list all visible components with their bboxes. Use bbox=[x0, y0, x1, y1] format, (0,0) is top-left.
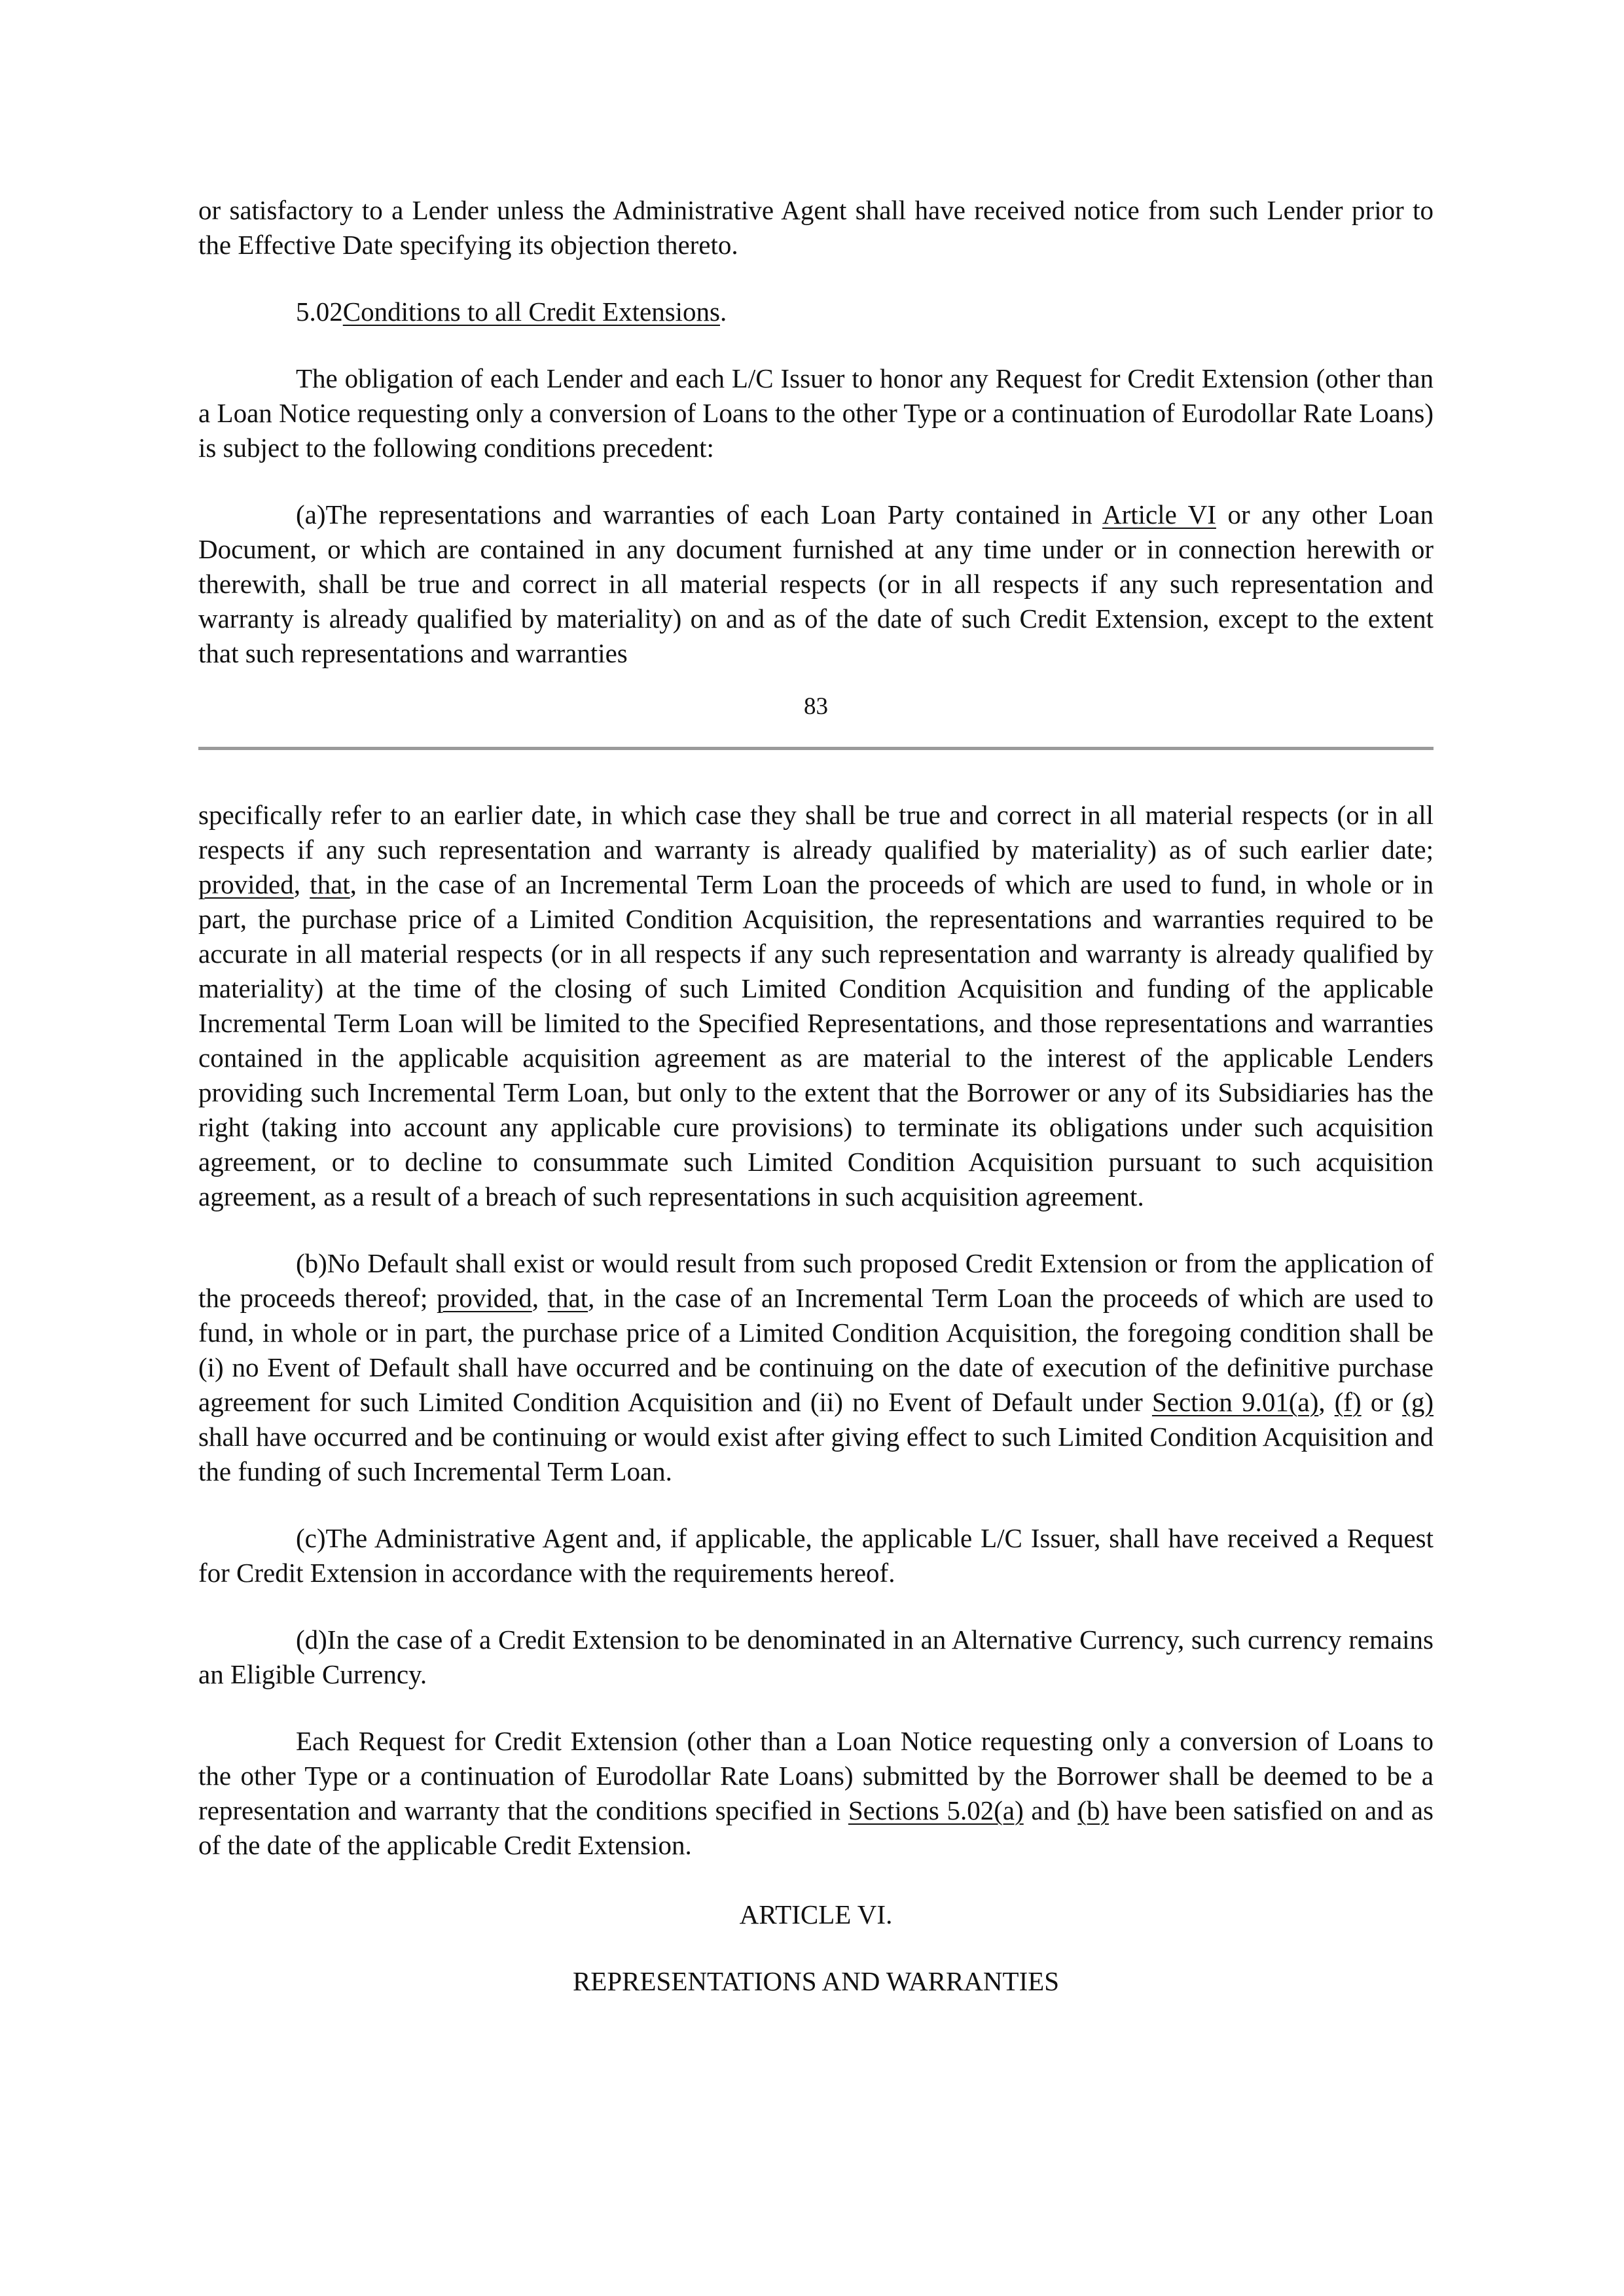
comma: , bbox=[532, 1283, 548, 1313]
clause-b-link: (b) bbox=[1077, 1795, 1110, 1825]
paragraph-b-text-3: shall have occurred and be continuing or would exist after giving effect to such Limited Condition Acquisition and the funding of such Incremental Term Loan. bbox=[198, 1422, 1434, 1486]
comma: , bbox=[1318, 1387, 1335, 1417]
clause-g-link: (g) bbox=[1402, 1387, 1434, 1417]
paragraph-c: (c)The Administrative Agent and, if applicable, the applicable L/C Issuer, shall have received a Request for Credit Extension in accordance with the requirements hereof. bbox=[198, 1523, 1434, 1588]
section-number: 5.02 bbox=[296, 296, 343, 327]
section-title: Conditions to all Credit Extensions bbox=[342, 296, 721, 327]
article-heading: ARTICLE VI. bbox=[739, 1899, 893, 1929]
provided-term: provided bbox=[437, 1283, 532, 1313]
and-word: and bbox=[1023, 1795, 1078, 1825]
paragraph-b-text-2: , in the case of an Incremental Term Loan the proceeds of which are used to fund, in whole or in part, the purchase price of a Limited Condition Acquisition, the foregoing condition shall be (i) no Event of Default shall have occurred and be continuing on the date of execution of the definitive purchase agreement for such Limited Condition Acquisition and (ii) no Event of Default under bbox=[198, 1283, 1434, 1417]
section-period: . bbox=[720, 296, 727, 327]
page-break-divider bbox=[198, 747, 1434, 750]
paragraph-d: (d)In the case of a Credit Extension to be denominated in an Alternative Currency, such currency remains an Eligible Currency. bbox=[198, 1624, 1434, 1689]
paragraph-intro: The obligation of each Lender and each L/C Issuer to honor any Request for Credit Extension (other than a Loan Notice requesting only a conversion of Loans to the other Type or a continuation of Eurodollar Rate Loans) is subject to the following conditions precedent: bbox=[198, 363, 1434, 463]
article-vi-link: Article VI bbox=[1102, 499, 1216, 529]
paragraph-b-text-1: (b)No Default shall exist or would result from such proposed Credit Extension or from the application of the proceeds thereof; bbox=[198, 1248, 1434, 1313]
that-term: that bbox=[310, 869, 350, 899]
paragraph-each-text-2: have been satisfied on and as of the date of the applicable Credit Extension. bbox=[198, 1795, 1434, 1860]
or-word: or bbox=[1361, 1387, 1403, 1417]
provided-term: provided bbox=[198, 869, 294, 899]
that-term: that bbox=[547, 1283, 588, 1313]
comma: , bbox=[293, 869, 310, 899]
section-heading-5-02 bbox=[198, 295, 1434, 329]
paragraph-a-text-2: or any other Loan Document, or which are contained in any document furnished at any time under or in connection herewith or therewith, shall be true and correct in all material respects (or in all respects if any such representation and warranty is already qualified by materiality) on and as of the date of such Credit Extension, except to the extent that such representations and warranties bbox=[198, 499, 1434, 668]
document-body bbox=[198, 193, 1434, 1999]
paragraph-each-request bbox=[198, 1724, 1434, 1863]
clause-f-link: (f) bbox=[1334, 1387, 1362, 1417]
article-title: REPRESENTATIONS AND WARRANTIES bbox=[572, 1966, 1060, 1996]
paragraph-b bbox=[198, 1246, 1434, 1489]
paragraph-each-text-1: Each Request for Credit Extension (other than a Loan Notice requesting only a conversion of Loans to the other Type or a continuation of Eurodollar Rate Loans) submitted by the Borrower shall be deemed to be a representation and warranty that the conditions specified in bbox=[198, 1726, 1434, 1825]
sections-5-02-a-link: Sections 5.02(a) bbox=[848, 1795, 1024, 1825]
page-number: 83 bbox=[804, 693, 828, 720]
paragraph-a-cont-text-1: specifically refer to an earlier date, in which case they shall be true and correct in all material respects (or in all respects if any such representation and warranty is already qualified by materiality) as of such earlier date; bbox=[198, 800, 1434, 865]
paragraph-a-text-1: (a)The representations and warranties of each Loan Party contained in bbox=[296, 499, 1102, 529]
paragraph-a-cont-text-2: , in the case of an Incremental Term Loan the proceeds of which are used to fund, in whole or in part, the purchase price of a Limited Condition Acquisition, the representations and warranties required to be accurate in all material respects (or in all respects if any such representation and warranty is already qualified by materiality) at the time of the closing of such Limited Condition Acquisition and funding of the applicable Incremental Term Loan will be limited to the Specified Representations, and those representations and warranties contained in the applicable acquisition agreement as are material to the interest of the applicable Lenders providing such Incremental Term Loan, but only to the extent that the Borrower or any of its Subsidiaries has the right (taking into account any applicable cure provisions) to terminate its obligations under such acquisition agreement, or to decline to consummate such Limited Condition Acquisition pursuant to such acquisition agreement, as a result of a breach of such representations in such acquisition agreement. bbox=[198, 869, 1434, 1211]
section-9-01-a-link: Section 9.01(a) bbox=[1151, 1387, 1319, 1417]
paragraph-a-continued bbox=[198, 798, 1434, 1214]
paragraph-continuation: or satisfactory to a Lender unless the Administrative Agent shall have received notice from such Lender prior to the Effective Date specifying its objection thereto. bbox=[198, 195, 1434, 260]
paragraph-a bbox=[198, 497, 1434, 671]
